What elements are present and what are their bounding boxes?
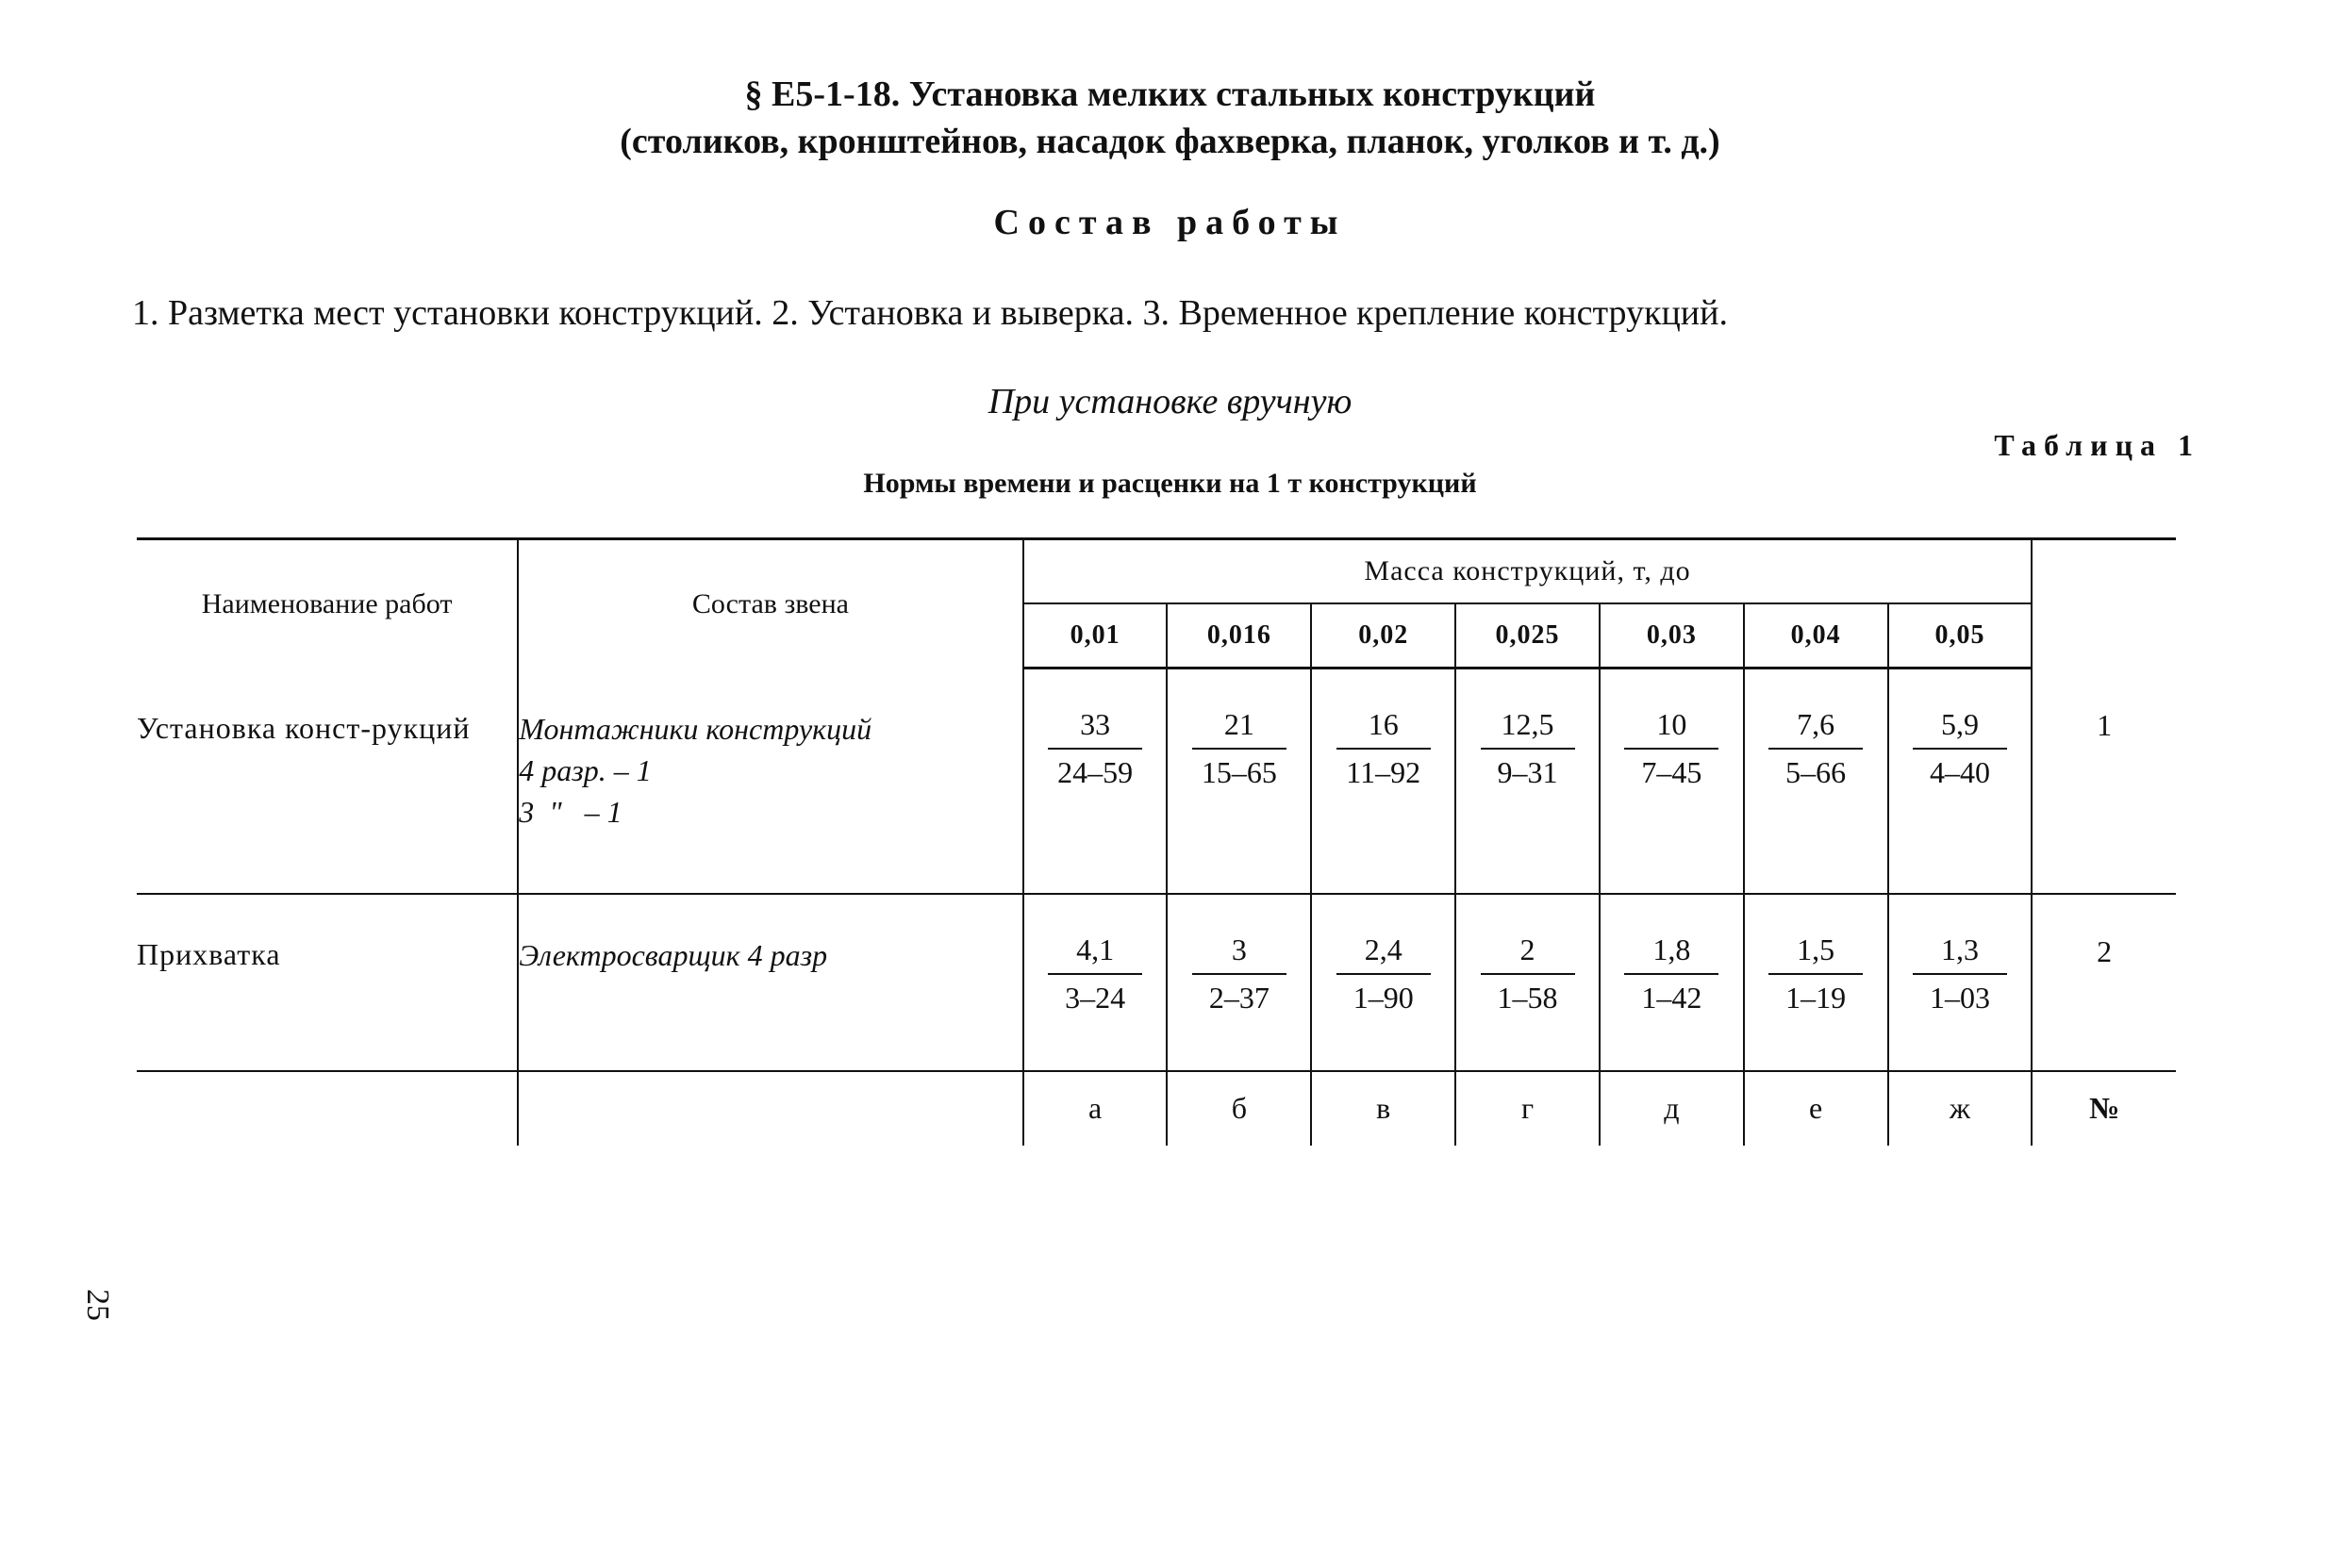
mass-header-cell: 0,01	[1023, 603, 1168, 668]
mass-header-cell: 0,04	[1744, 603, 1888, 668]
time-norm: 4,1	[1048, 933, 1142, 975]
time-norm: 16	[1336, 707, 1431, 750]
table-label: Таблица 1	[1994, 428, 2200, 462]
column-header-number-blank	[2032, 539, 2176, 668]
work-name-cell: Прихватка	[137, 894, 518, 1071]
rate-value: 2–37	[1208, 980, 1270, 1015]
mass-header-cell: 0,016	[1167, 603, 1311, 668]
time-norm: 1,3	[1913, 933, 2007, 975]
norm-cell	[1455, 668, 1600, 894]
number-label: №	[2032, 1071, 2176, 1146]
mass-header-cell: 0,025	[1455, 603, 1600, 668]
installation-method-subheading: При установке вручную	[987, 382, 1353, 421]
empty-cell	[137, 1071, 518, 1146]
work-name-cell: Установка конст-рукций	[137, 668, 518, 894]
norm-cell	[1167, 894, 1311, 1071]
norm-cell	[1023, 668, 1168, 894]
norm-cell	[1744, 894, 1888, 1071]
page-number: 25	[80, 1289, 115, 1321]
column-header-work-name: Наименование работ	[137, 539, 518, 668]
time-norm: 1,5	[1768, 933, 1863, 975]
norm-cell	[1888, 894, 2033, 1071]
norm-cell	[1744, 668, 1888, 894]
rate-value: 1–03	[1929, 980, 1990, 1015]
crew-line: Монтажники конструкций	[519, 711, 872, 746]
crew-cell	[518, 894, 1022, 1071]
rate-value: 3–24	[1065, 980, 1126, 1015]
rate-value: 1–58	[1497, 980, 1558, 1015]
row-number: 1	[2032, 668, 2176, 894]
rate-value: 7–45	[1641, 755, 1702, 789]
time-norm: 2	[1481, 933, 1575, 975]
column-header-mass: Масса конструкций, т, до	[1023, 539, 2033, 604]
rate-value: 15–65	[1201, 755, 1277, 789]
time-norm: 33	[1048, 707, 1142, 750]
norms-table	[137, 537, 2176, 1146]
column-letter-row	[137, 1071, 2176, 1146]
time-norm: 21	[1192, 707, 1286, 750]
time-norm: 7,6	[1768, 707, 1863, 750]
rate-value: 1–90	[1353, 980, 1414, 1015]
table-row	[137, 668, 2176, 894]
mass-header-cell: 0,02	[1311, 603, 1455, 668]
rate-value: 5–66	[1785, 755, 1847, 789]
table-caption: Нормы времени и расценки на 1 т конструкций	[863, 468, 1477, 499]
column-letter: в	[1311, 1071, 1455, 1146]
rate-value: 11–92	[1346, 755, 1421, 789]
rate-value: 1–19	[1785, 980, 1847, 1015]
section-title: § Е5-1-18. Установка мелких стальных конструкций	[744, 74, 1596, 114]
rate-value: 4–40	[1929, 755, 1990, 789]
column-letter: д	[1600, 1071, 1744, 1146]
column-letter: б	[1167, 1071, 1311, 1146]
column-letter: г	[1455, 1071, 1600, 1146]
column-letter: ж	[1888, 1071, 2033, 1146]
column-letter: е	[1744, 1071, 1888, 1146]
rate-value: 24–59	[1057, 755, 1134, 789]
column-letter: а	[1023, 1071, 1168, 1146]
norm-cell	[1311, 894, 1455, 1071]
norm-cell	[1167, 668, 1311, 894]
rate-value: 1–42	[1641, 980, 1702, 1015]
norm-cell	[1023, 894, 1168, 1071]
norm-cell	[1600, 894, 1744, 1071]
work-composition-heading: Состав работы	[993, 203, 1347, 242]
crew-line: 3 " – 1	[519, 794, 622, 829]
crew-line: Электросварщик 4 разр	[519, 937, 828, 972]
table-row	[137, 894, 2176, 1071]
norm-cell	[1311, 668, 1455, 894]
time-norm: 1,8	[1624, 933, 1718, 975]
column-header-crew: Состав звена	[518, 539, 1022, 668]
norm-cell	[1455, 894, 1600, 1071]
work-steps-text: 1. Разметка мест установки конструкций. 2. Установка и выверка. 3. Временное крепление конструкций.	[132, 293, 1728, 333]
time-norm: 5,9	[1913, 707, 2007, 750]
time-norm: 3	[1192, 933, 1286, 975]
section-title-subtitle: (столиков, кронштейнов, насадок фахверка, планок, уголков и т. д.)	[620, 122, 1720, 161]
mass-header-cell: 0,03	[1600, 603, 1744, 668]
crew-line: 4 разр. – 1	[519, 752, 652, 787]
empty-cell	[518, 1071, 1022, 1146]
time-norm: 2,4	[1336, 933, 1431, 975]
time-norm: 12,5	[1481, 707, 1575, 750]
norm-cell	[1600, 668, 1744, 894]
rate-value: 9–31	[1497, 755, 1558, 789]
mass-header-cell: 0,05	[1888, 603, 2033, 668]
norm-cell	[1888, 668, 2033, 894]
crew-cell	[518, 668, 1022, 894]
time-norm: 10	[1624, 707, 1718, 750]
row-number: 2	[2032, 894, 2176, 1071]
